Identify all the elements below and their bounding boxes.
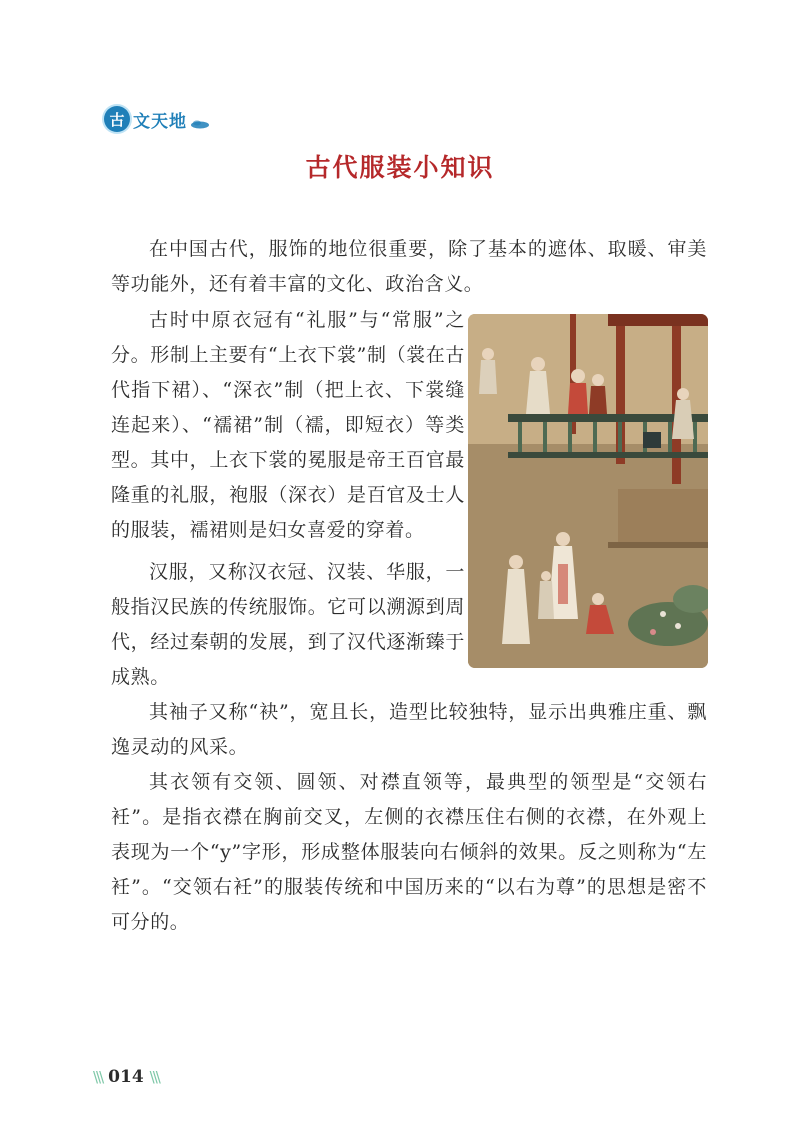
paragraph-collar: 其衣领有交领、圆领、对襟直领等，最典型的领型是“交领右衽”。是指衣襟在胸前交叉，左侧的衣襟压住右侧的衣襟，在外观上表现为一个“y”字形，形成整体服装向右倾斜的效果。反之则称为“左衽”。“交领右衽”的服装传统和中国历来的“以右为尊”的思想是密不可分的。 [111, 771, 707, 933]
footer-left-bars: \\\ [93, 1068, 103, 1086]
paragraph-intro: 在中国古代，服饰的地位很重要，除了基本的遮体、取暖、审美等功能外，还有着丰富的文化、政治含义。 [111, 238, 707, 295]
page-title: 古代服装小知识 [305, 153, 495, 182]
page-number: 014 [108, 1067, 144, 1087]
page-footer [93, 1064, 159, 1090]
cloud-decoration-icon [190, 119, 210, 129]
paragraph-clothing-forms: 古时中原衣冠有“礼服”与“常服”之分。形制上主要有“上衣下裳”制（裳在古代指下裙）、“深衣”制（把上衣、下裳缝连起来）、“襦裙”制（襦，即短衣）等类型。其中，上衣下裳的冕服是帝王百官最隆重的礼服，袍服（深衣）是百官及士人的服装，襦裙则是妇女喜爱的穿着。 [111, 309, 465, 541]
paragraph-hanfu: 汉服，又称汉衣冠、汉装、华服，一般指汉民族的传统服饰。它可以溯源到周代，经过秦朝的发展，到了汉代逐渐臻于成熟。 [111, 561, 465, 688]
section-header-text: 文天地 [133, 111, 187, 132]
paragraph-sleeves: 其袖子又称“袂”，宽且长，造型比较独特，显示出典雅庄重、飘逸灵动的风采。 [111, 701, 707, 758]
section-logo-icon: 古 [104, 106, 130, 132]
ancient-painting-image [468, 314, 708, 668]
footer-right-bars: \\\ [149, 1068, 159, 1086]
section-header [104, 102, 210, 136]
